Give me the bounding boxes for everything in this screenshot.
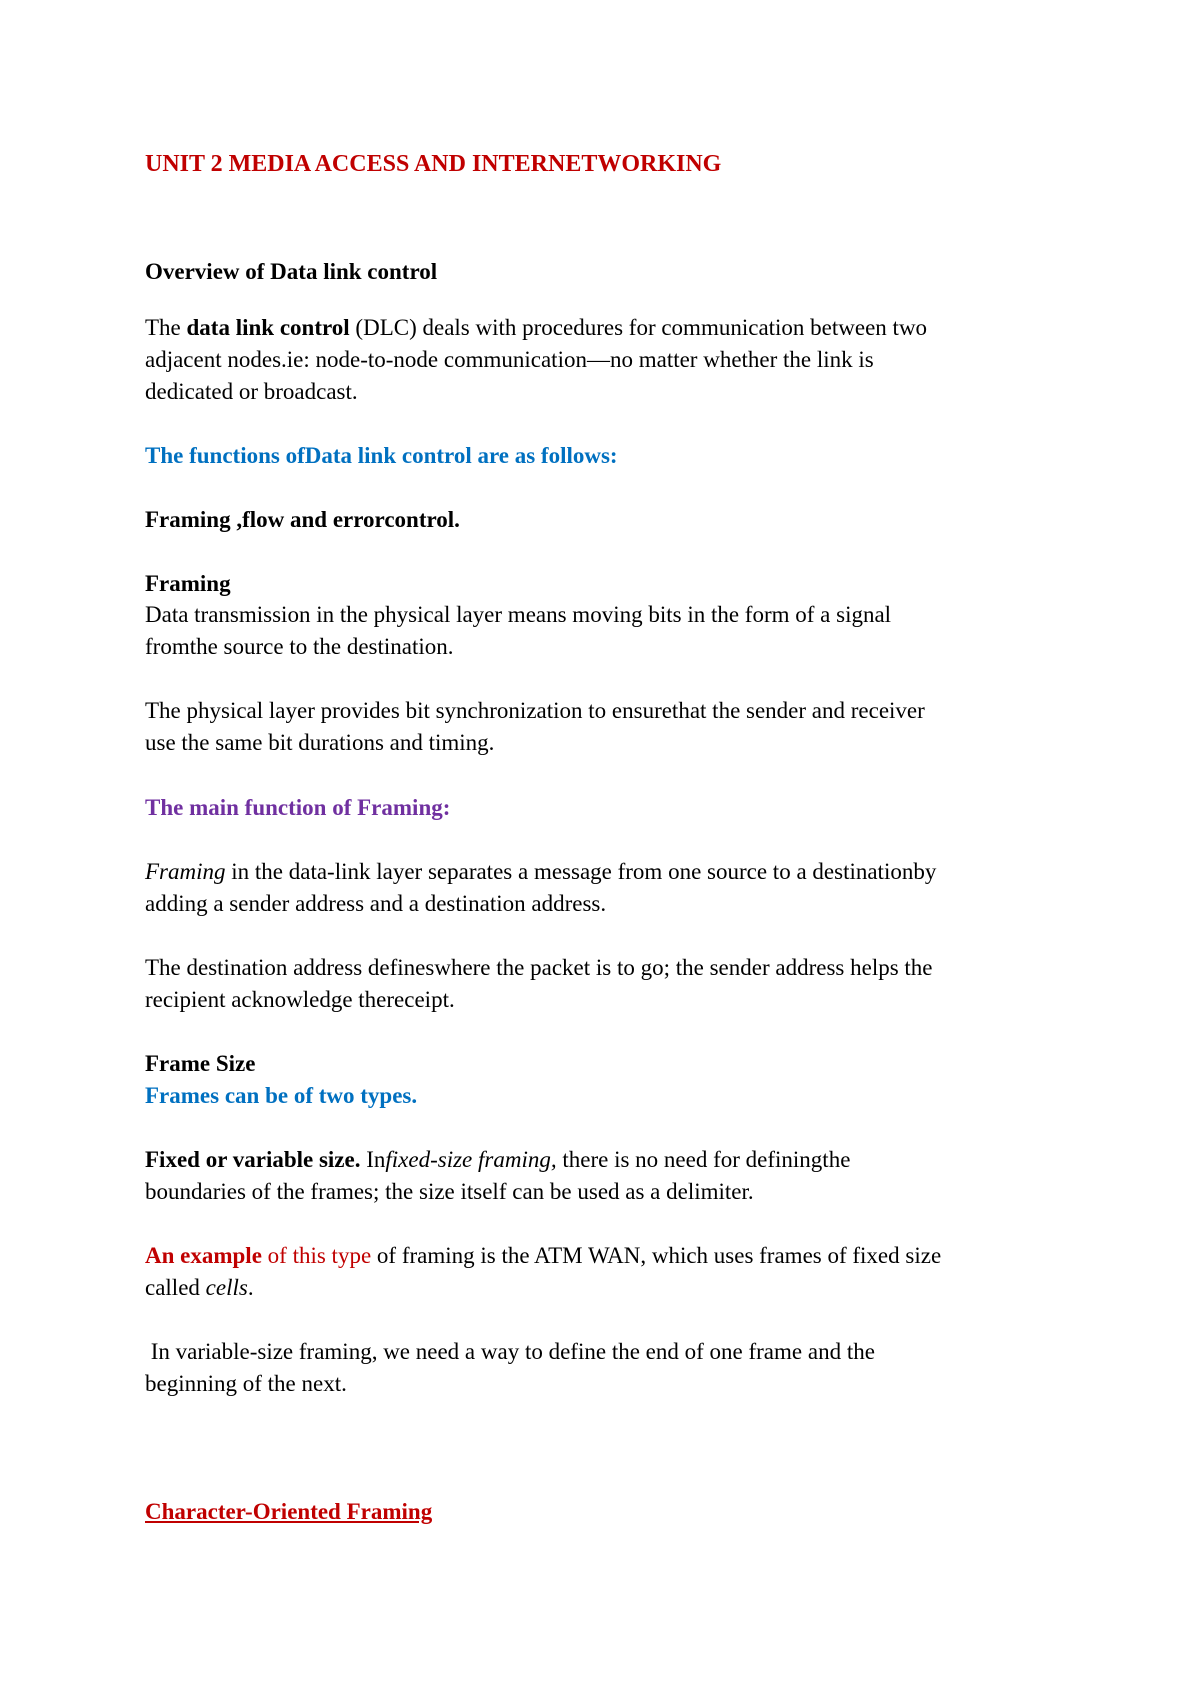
character-oriented-framing-heading: Character-Oriented Framing [145, 1499, 433, 1524]
functions-heading: The functions ofData link control are as follows: [145, 443, 618, 468]
dlc-intro-paragraph [145, 312, 1065, 408]
dlc-term: data link control [186, 315, 350, 340]
example-label: An example [145, 1243, 262, 1268]
fixed-size-framing-term: fixed-size framing, [385, 1147, 557, 1172]
framing-term: Framing [145, 859, 226, 884]
framing-p2-line-2: use the same bit durations and timing. [145, 730, 495, 755]
variable-line-2: beginning of the next. [145, 1371, 347, 1396]
functions-list: Framing ,flow and errorcontrol. [145, 507, 460, 532]
dlc-intro-line-2: adjacent nodes.ie: node-to-node communication—no matter whether the link is [145, 347, 874, 372]
framing-paragraph-4 [145, 952, 1065, 1016]
framing-p4-line-2: recipient acknowledge thereceipt. [145, 987, 455, 1012]
fixed-line-2: boundaries of the frames; the size itself can be used as a delimiter. [145, 1179, 754, 1204]
framing-p4-line-1: The destination address defineswhere the packet is to go; the sender address helps the [145, 955, 933, 980]
fixed-line-1 [145, 1144, 1065, 1176]
example-line-1-rest: of framing is the ATM WAN, which uses frames of fixed size [371, 1243, 942, 1268]
example-line-2-pre: called [145, 1275, 206, 1300]
example-line-1 [145, 1240, 1065, 1272]
framing-paragraph-2 [145, 695, 1065, 759]
example-paragraph [145, 1240, 1065, 1304]
cells-term: cells [205, 1275, 248, 1300]
example-type-label: of this type [261, 1243, 372, 1268]
framing-p3-line-2: adding a sender address and a destination address. [145, 891, 607, 916]
framing-p3-line-1 [145, 856, 1065, 888]
variable-line-1: In variable-size framing, we need a way to define the end of one frame and the [145, 1339, 875, 1364]
example-line-2 [145, 1272, 1065, 1304]
framing-heading: Framing [145, 571, 231, 596]
page-title: UNIT 2 MEDIA ACCESS AND INTERNETWORKING [145, 151, 722, 177]
dlc-intro-post: (DLC) deals with procedures for communication between two [349, 315, 928, 340]
framing-p1-line-2: fromthe source to the destination. [145, 634, 454, 659]
variable-size-paragraph [145, 1336, 1065, 1400]
dlc-intro-pre: The [145, 315, 187, 340]
framing-paragraph-1 [145, 599, 1065, 663]
overview-heading: Overview of Data link control [145, 259, 438, 284]
framing-p1-line-1: Data transmission in the physical layer means moving bits in the form of a signal [145, 602, 892, 627]
dlc-intro-line-3: dedicated or broadcast. [145, 379, 358, 404]
framing-p2-line-1: The physical layer provides bit synchronization to ensurethat the sender and receiver [145, 698, 925, 723]
fixed-variable-term: Fixed or variable size. [145, 1147, 361, 1172]
dlc-intro-line-1 [145, 312, 1065, 344]
fixed-pre-italic: In [360, 1147, 386, 1172]
main-function-heading: The main function of Framing: [145, 795, 451, 820]
fixed-line-1-rest: there is no need for definingthe [556, 1147, 851, 1172]
example-line-2-post: . [247, 1275, 254, 1300]
frame-types-heading: Frames can be of two types. [145, 1083, 418, 1108]
fixed-size-paragraph [145, 1144, 1065, 1208]
framing-paragraph-3 [145, 856, 1065, 920]
frame-size-heading: Frame Size [145, 1051, 256, 1076]
framing-p3-line-1-rest: in the data-link layer separates a message from one source to a destinationby [225, 859, 937, 884]
